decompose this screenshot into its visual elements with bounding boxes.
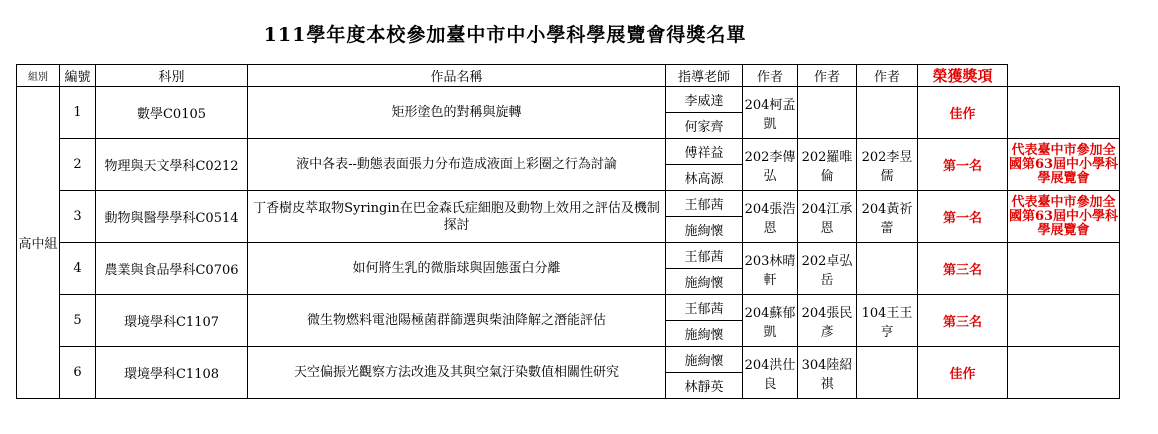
subject-cell: 農業與食品學科C0706 xyxy=(96,243,248,295)
header-number: 編號 xyxy=(60,65,96,87)
teacher-2: 林靜英 xyxy=(666,373,743,399)
work-title: 矩形塗色的對稱與旋轉 xyxy=(248,87,666,139)
award-note xyxy=(1008,347,1120,399)
table-row xyxy=(17,191,1120,217)
author-1: 202李傳弘 xyxy=(743,139,798,191)
author-1: 204蘇郁凱 xyxy=(743,295,798,347)
author-2 xyxy=(798,87,857,139)
header-note-spacer xyxy=(1008,65,1120,87)
teacher-2: 施絢懷 xyxy=(666,269,743,295)
author-2: 202卓弘岳 xyxy=(798,243,857,295)
entry-number: 6 xyxy=(60,347,96,399)
entry-number: 2 xyxy=(60,139,96,191)
work-title: 微生物燃料電池陽極菌群篩選與柴油降解之潛能評估 xyxy=(248,295,666,347)
award-cell: 第三名 xyxy=(918,295,1008,347)
author-1: 204柯孟凱 xyxy=(743,87,798,139)
teacher-1: 王郁茜 xyxy=(666,295,743,321)
author-1: 204張浩恩 xyxy=(743,191,798,243)
table-row xyxy=(17,243,1120,269)
subject-cell: 動物與醫學學科C0514 xyxy=(96,191,248,243)
table-row xyxy=(17,295,1120,321)
header-author-3: 作者 xyxy=(857,65,918,87)
header-author-1: 作者 xyxy=(743,65,798,87)
award-cell: 第三名 xyxy=(918,243,1008,295)
award-note xyxy=(1008,295,1120,347)
teacher-2: 施絢懷 xyxy=(666,321,743,347)
group-cell: 高中組 xyxy=(17,87,60,399)
author-3: 104王王亨 xyxy=(857,295,918,347)
entry-number: 1 xyxy=(60,87,96,139)
author-3: 202李昱儒 xyxy=(857,139,918,191)
award-cell: 第一名 xyxy=(918,191,1008,243)
award-note xyxy=(1008,243,1120,295)
author-3 xyxy=(857,347,918,399)
author-1: 203林晴軒 xyxy=(743,243,798,295)
subject-cell: 數學C0105 xyxy=(96,87,248,139)
award-cell: 佳作 xyxy=(918,87,1008,139)
table-row xyxy=(17,87,1120,113)
table-row xyxy=(17,347,1120,373)
award-table xyxy=(16,64,1120,399)
teacher-1: 李威達 xyxy=(666,87,743,113)
work-title: 液中各表--動態表面張力分布造成液面上彩圈之行為討論 xyxy=(248,139,666,191)
entry-number: 5 xyxy=(60,295,96,347)
table-row xyxy=(17,139,1120,165)
header-work: 作品名稱 xyxy=(248,65,666,87)
page-title: 111學年度本校參加臺中市中小學科學展覽會得獎名單 xyxy=(263,24,747,46)
subject-cell: 環境學科C1107 xyxy=(96,295,248,347)
award-cell: 第一名 xyxy=(918,139,1008,191)
author-3 xyxy=(857,87,918,139)
teacher-1: 傅祥益 xyxy=(666,139,743,165)
author-2: 204江承恩 xyxy=(798,191,857,243)
subject-cell: 環境學科C1108 xyxy=(96,347,248,399)
entry-number: 3 xyxy=(60,191,96,243)
header-group: 組別 xyxy=(17,65,60,87)
teacher-2: 林高源 xyxy=(666,165,743,191)
subject-cell: 物理與天文學科C0212 xyxy=(96,139,248,191)
author-1: 204洪仕良 xyxy=(743,347,798,399)
header-award: 榮獲獎項 xyxy=(918,65,1008,87)
author-3 xyxy=(857,243,918,295)
work-title: 如何將生乳的微脂球與固態蛋白分離 xyxy=(248,243,666,295)
award-cell: 佳作 xyxy=(918,347,1008,399)
teacher-2: 何家齊 xyxy=(666,113,743,139)
entry-number: 4 xyxy=(60,243,96,295)
award-note xyxy=(1008,87,1120,139)
award-note: 代表臺中市參加全國第63屆中小學科學展覽會 xyxy=(1008,191,1120,243)
author-3: 204黃祈蕾 xyxy=(857,191,918,243)
teacher-1: 王郁茜 xyxy=(666,243,743,269)
author-2: 304陸紹祺 xyxy=(798,347,857,399)
header-teacher: 指導老師 xyxy=(666,65,743,87)
author-2: 202羅唯倫 xyxy=(798,139,857,191)
header-row xyxy=(17,65,1120,87)
award-note: 代表臺中市參加全國第63屆中小學科學展覽會 xyxy=(1008,139,1120,191)
header-subject: 科別 xyxy=(96,65,248,87)
teacher-1: 施絢懷 xyxy=(666,347,743,373)
work-title: 丁香樹皮萃取物Syringin在巴金森氏症細胞及動物上效用之評估及機制探討 xyxy=(248,191,666,243)
header-author-2: 作者 xyxy=(798,65,857,87)
work-title: 天空偏振光觀察方法改進及其與空氣汙染數值相關性研究 xyxy=(248,347,666,399)
teacher-2: 施絢懷 xyxy=(666,217,743,243)
teacher-1: 王郁茜 xyxy=(666,191,743,217)
author-2: 204張民彥 xyxy=(798,295,857,347)
